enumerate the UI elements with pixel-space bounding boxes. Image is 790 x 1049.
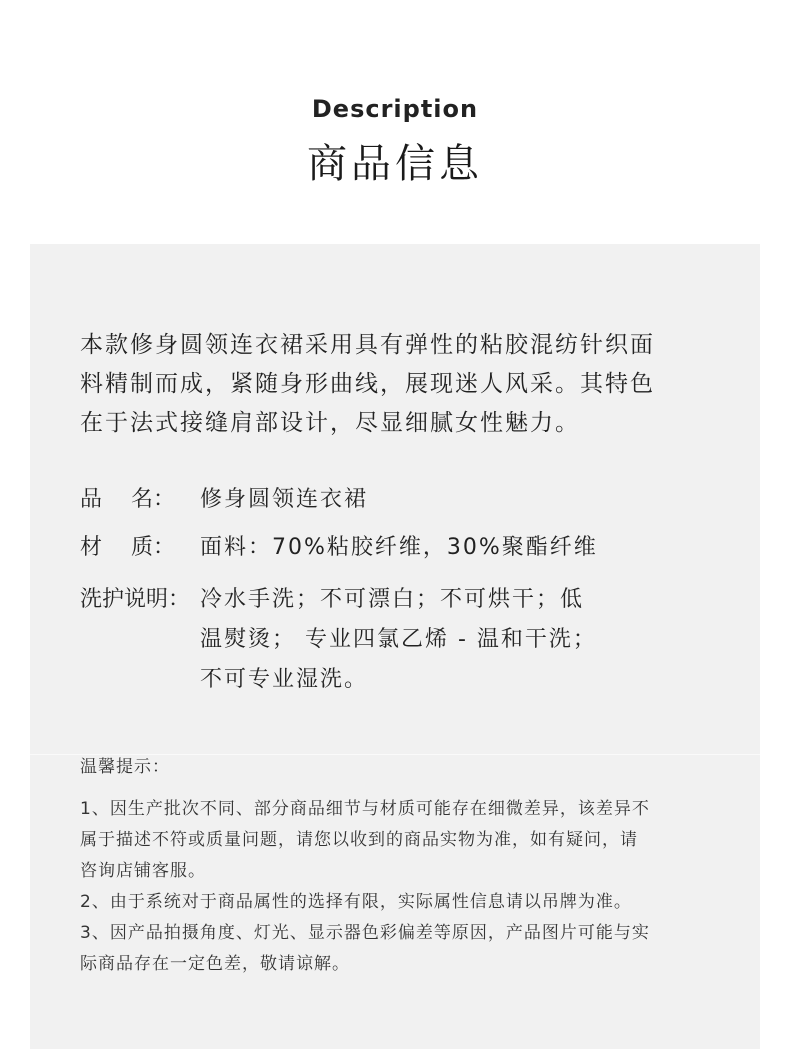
tip-line: 属于描述不符或质量问题，请您以收到的商品实物为准，如有疑问，请 (80, 830, 638, 850)
tip-line: 3、因产品拍摄角度、灯光、显示器色彩偏差等原因，产品图片可能与实 (80, 923, 650, 943)
spec-name-value: 修身圆领连衣裙 (200, 487, 369, 512)
care-line: 冷水手洗；不可漂白；不可烘干；低 (200, 587, 585, 612)
tip-line: 2、由于系统对于商品属性的选择有限，实际属性信息请以吊牌为准。 (80, 892, 632, 912)
spec-material-value: 面料：70%粘胶纤维，30%聚酯纤维 (200, 535, 598, 560)
intro-line: 料精制而成，紧随身形曲线，展现迷人风采。其特色 (80, 371, 655, 397)
care-line: 温熨烫； 专业四氯乙烯 - 温和干洗； (200, 627, 597, 652)
intro-line: 在于法式接缝肩部设计，尽显细腻女性魅力。 (80, 410, 580, 436)
spec-care-value (200, 580, 660, 700)
tips-list (80, 794, 710, 980)
tip-line: 际商品存在一定色差，敬请谅解。 (80, 954, 350, 974)
spec-material-label: 材 质： (80, 535, 175, 560)
care-line: 不可专业湿洗。 (200, 667, 369, 692)
intro-line: 本款修身圆领连衣裙采用具有弹性的粘胶混纺针织面 (80, 332, 655, 358)
spec-name-label: 品 名： (80, 487, 175, 512)
title-chinese: 商品信息 (307, 141, 483, 187)
title-english: Description (311, 95, 479, 123)
product-intro (80, 326, 720, 443)
description-header (0, 0, 790, 244)
tip-line: 1、因生产批次不同、部分商品细节与材质可能存在细微差异，该差异不 (80, 799, 650, 819)
tip-line: 咨询店铺客服。 (80, 861, 206, 881)
tips-title: 温馨提示： (80, 757, 170, 777)
spec-care-label: 洗护说明： (80, 587, 191, 612)
product-info-panel (30, 244, 760, 1049)
